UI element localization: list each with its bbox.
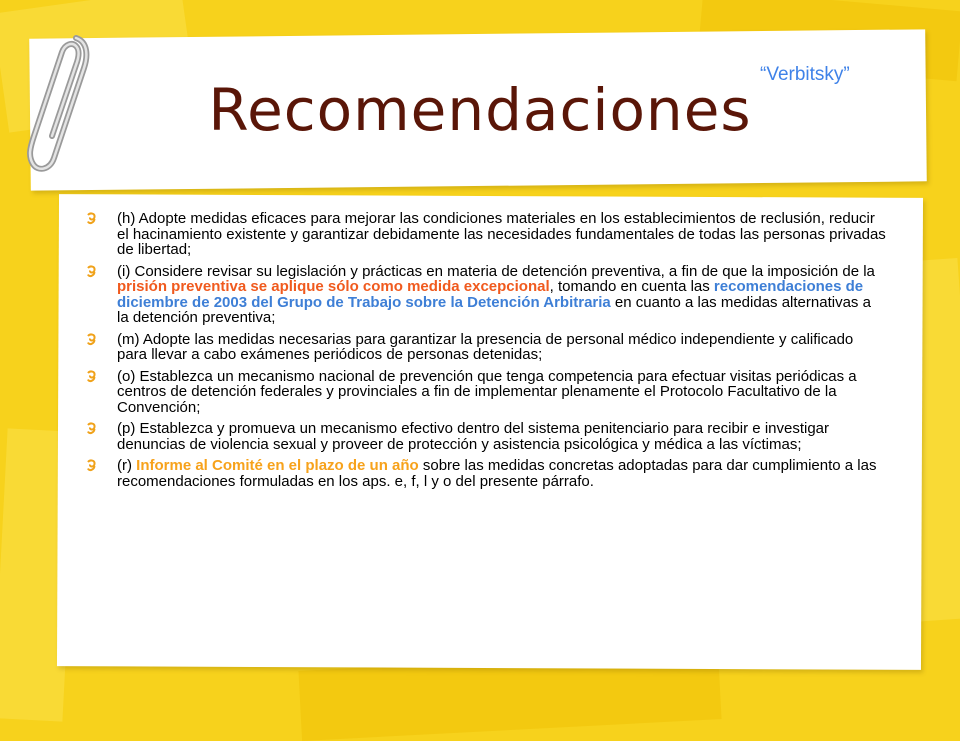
highlight-text: recomendaciones de diciembre de 2003 del Grupo de Trabajo sobre la Detención Arbitraria xyxy=(117,278,864,311)
swirl-bullet-icon xyxy=(86,459,96,472)
item-text: (o) Establezca un mecanismo nacional de prevención que tenga competencia para efectuar visitas periódicas a centros de detención federales y provinciales a fin de implementar plenamente el Protocolo Facultativo de la Convención; xyxy=(117,367,857,416)
highlight-text: prisión preventiva se aplique sólo como medida excepcional xyxy=(117,278,550,295)
paperclip-icon xyxy=(18,30,98,186)
list-item xyxy=(86,421,886,452)
item-text: (i) Considere revisar su legislación y prácticas en materia de detención preventiva, a fin de que la imposición de la xyxy=(117,262,875,280)
list-item xyxy=(86,211,886,258)
swirl-bullet-icon xyxy=(86,422,96,435)
item-text: (p) Establezca y promueva un mecanismo efectivo dentro del sistema penitenciario para recibir e investigar denuncias de violencia sexual y proveer de protección y asistencia psicológica y médica a las víctimas; xyxy=(117,420,830,453)
recommendation-list xyxy=(86,211,886,495)
item-text: (m) Adopte las medidas necesarias para garantizar la presencia de personal médico independiente y calificado para llevar a cabo exámenes periódicos de personas detenidas; xyxy=(117,330,854,363)
subtitle: “Verbitsky” xyxy=(760,64,850,85)
item-text: (r) xyxy=(117,457,137,474)
list-item xyxy=(86,458,886,489)
item-text: en cuanto a las medidas alternativas a la detención preventiva; xyxy=(117,293,871,326)
swirl-bullet-icon xyxy=(86,265,96,278)
list-item xyxy=(86,264,886,326)
highlight-text: Informe al Comité en el plazo de un año xyxy=(136,457,419,474)
swirl-bullet-icon xyxy=(86,212,96,225)
item-text: , tomando en cuenta las xyxy=(549,278,714,295)
list-item xyxy=(86,332,886,363)
item-text: sobre las medidas concretas adoptadas para dar cumplimiento a las recomendaciones formuladas en los aps. e, f, l y o del presente párrafo. xyxy=(117,457,877,490)
swirl-bullet-icon xyxy=(86,333,96,346)
swirl-bullet-icon xyxy=(86,370,96,383)
list-item xyxy=(86,369,886,416)
item-text: (h) Adopte medidas eficaces para mejorar las condiciones materiales en los establecimientos de reclusión, reducir el hacinamiento existente y garantizar debidamente las necesidades fundamentales de todas las personas privadas de libertad; xyxy=(117,210,886,258)
page-title: Recomendaciones xyxy=(208,76,752,144)
